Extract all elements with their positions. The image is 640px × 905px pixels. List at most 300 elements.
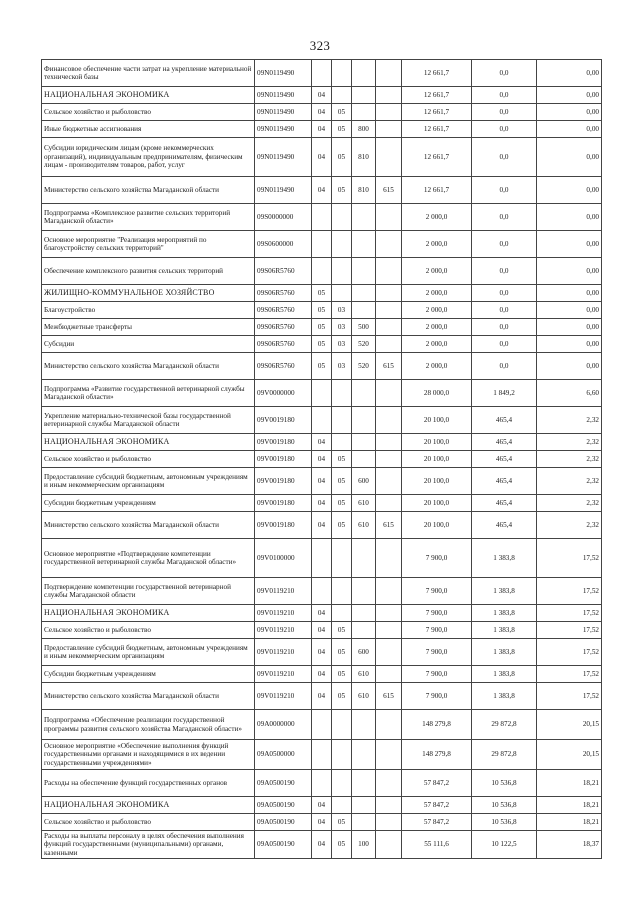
row-subsection: 05	[332, 512, 352, 539]
row-expense-type: 810	[352, 138, 376, 177]
row-section: 04	[312, 121, 332, 138]
row-expense-type	[352, 770, 376, 797]
table-row	[42, 797, 602, 814]
page-number: 323	[309, 38, 331, 53]
row-planned: 7 900,0	[402, 683, 472, 710]
row-subsection	[332, 231, 352, 258]
row-section: 04	[312, 639, 332, 666]
row-executed: 0,0	[472, 231, 537, 258]
row-percent: 20,15	[537, 740, 602, 770]
row-planned: 2 000,0	[402, 231, 472, 258]
row-executed: 10 536,8	[472, 770, 537, 797]
row-target-code: 09V0019180	[255, 434, 312, 451]
row-department: 615	[376, 512, 402, 539]
row-subsection: 05	[332, 666, 352, 683]
row-expense-type	[352, 797, 376, 814]
row-expense-type	[352, 605, 376, 622]
row-target-code: 09S06R5760	[255, 285, 312, 302]
row-target-code: 09V0100000	[255, 539, 312, 578]
row-department	[376, 831, 402, 859]
row-name: Основное мероприятие "Реализация мероприятий по благоустройству сельских территорий"	[42, 231, 255, 258]
table-row	[42, 177, 602, 204]
row-name: Субсидии бюджетным учреждениям	[42, 666, 255, 683]
row-department	[376, 814, 402, 831]
table-row	[42, 710, 602, 740]
row-planned: 57 847,2	[402, 797, 472, 814]
row-expense-type	[352, 710, 376, 740]
row-target-code: 09S06R5760	[255, 336, 312, 353]
row-executed: 10 536,8	[472, 814, 537, 831]
row-name: Сельское хозяйство и рыболовство	[42, 104, 255, 121]
row-percent: 0,00	[537, 104, 602, 121]
row-expense-type	[352, 231, 376, 258]
row-target-code: 09N0119490	[255, 121, 312, 138]
row-section	[312, 710, 332, 740]
row-name: Благоустройство	[42, 302, 255, 319]
row-section	[312, 231, 332, 258]
row-percent: 6,60	[537, 380, 602, 407]
row-department	[376, 258, 402, 285]
table-row	[42, 285, 602, 302]
row-target-code: 09S0000000	[255, 204, 312, 231]
row-executed: 1 383,8	[472, 622, 537, 639]
row-section: 04	[312, 622, 332, 639]
row-planned: 148 279,8	[402, 740, 472, 770]
row-name: Министерство сельского хозяйства Магаданской области	[42, 353, 255, 380]
row-name: Подпрограмма «Обеспечение реализации государственной программы развития сельского хозяйства Магаданской области»	[42, 710, 255, 740]
row-percent: 0,00	[537, 60, 602, 87]
table-row	[42, 138, 602, 177]
row-expense-type: 610	[352, 495, 376, 512]
table-row	[42, 231, 602, 258]
row-percent: 0,00	[537, 138, 602, 177]
table-row	[42, 121, 602, 138]
row-name: Министерство сельского хозяйства Магаданской области	[42, 683, 255, 710]
table-row	[42, 319, 602, 336]
row-expense-type	[352, 285, 376, 302]
row-executed: 1 383,8	[472, 539, 537, 578]
row-section	[312, 258, 332, 285]
row-subsection	[332, 60, 352, 87]
table-row	[42, 770, 602, 797]
row-expense-type	[352, 407, 376, 434]
row-name: Сельское хозяйство и рыболовство	[42, 622, 255, 639]
row-name: НАЦИОНАЛЬНАЯ ЭКОНОМИКА	[42, 797, 255, 814]
row-department	[376, 138, 402, 177]
row-executed: 0,0	[472, 177, 537, 204]
row-expense-type	[352, 87, 376, 104]
row-target-code: 09V0019180	[255, 407, 312, 434]
row-percent: 17,52	[537, 605, 602, 622]
row-target-code: 09S06R5760	[255, 302, 312, 319]
row-target-code: 09S0600000	[255, 231, 312, 258]
row-section	[312, 578, 332, 605]
row-subsection: 05	[332, 121, 352, 138]
row-percent: 18,37	[537, 831, 602, 859]
row-expense-type: 600	[352, 639, 376, 666]
table-row	[42, 302, 602, 319]
row-subsection	[332, 770, 352, 797]
row-percent: 17,52	[537, 578, 602, 605]
row-executed: 10 122,5	[472, 831, 537, 859]
table-row	[42, 683, 602, 710]
row-planned: 20 100,0	[402, 407, 472, 434]
row-section: 04	[312, 797, 332, 814]
row-section: 04	[312, 138, 332, 177]
row-section: 04	[312, 666, 332, 683]
table-row	[42, 87, 602, 104]
row-section: 04	[312, 495, 332, 512]
row-percent: 17,52	[537, 539, 602, 578]
row-planned: 12 661,7	[402, 121, 472, 138]
row-department	[376, 204, 402, 231]
row-percent: 20,15	[537, 710, 602, 740]
table-row	[42, 258, 602, 285]
table-row	[42, 495, 602, 512]
row-section	[312, 60, 332, 87]
row-name: Основное мероприятие «Подтверждение компетенции государственной ветеринарной службы Магаданской области»	[42, 539, 255, 578]
row-department	[376, 495, 402, 512]
table-row	[42, 60, 602, 87]
table-row	[42, 539, 602, 578]
row-percent: 2,32	[537, 512, 602, 539]
row-percent: 2,32	[537, 434, 602, 451]
row-name: Министерство сельского хозяйства Магаданской области	[42, 177, 255, 204]
row-planned: 7 900,0	[402, 605, 472, 622]
row-planned: 57 847,2	[402, 814, 472, 831]
row-expense-type	[352, 814, 376, 831]
row-subsection	[332, 797, 352, 814]
row-department	[376, 285, 402, 302]
row-subsection	[332, 258, 352, 285]
row-planned: 12 661,7	[402, 87, 472, 104]
row-subsection: 03	[332, 302, 352, 319]
row-planned: 7 900,0	[402, 539, 472, 578]
row-target-code: 09V0119210	[255, 578, 312, 605]
row-subsection	[332, 87, 352, 104]
row-percent: 0,00	[537, 231, 602, 258]
row-name: Предоставление субсидий бюджетным, автономным учреждениям и иным некоммерческим организациям	[42, 468, 255, 495]
row-section: 05	[312, 353, 332, 380]
row-expense-type	[352, 539, 376, 578]
row-percent: 0,00	[537, 319, 602, 336]
row-name: Иные бюджетные ассигнования	[42, 121, 255, 138]
row-section: 04	[312, 451, 332, 468]
row-department: 615	[376, 683, 402, 710]
row-expense-type	[352, 380, 376, 407]
row-expense-type: 100	[352, 831, 376, 859]
row-expense-type	[352, 104, 376, 121]
budget-table-body	[42, 60, 602, 859]
row-target-code: 09A0000000	[255, 710, 312, 740]
row-expense-type: 600	[352, 468, 376, 495]
row-subsection: 05	[332, 683, 352, 710]
row-subsection: 05	[332, 622, 352, 639]
row-executed: 465,4	[472, 512, 537, 539]
row-name: Финансовое обеспечение части затрат на укрепление материальной технической базы	[42, 60, 255, 87]
row-expense-type: 610	[352, 683, 376, 710]
row-percent: 17,52	[537, 683, 602, 710]
row-percent: 17,52	[537, 666, 602, 683]
row-planned: 12 661,7	[402, 60, 472, 87]
row-executed: 0,0	[472, 121, 537, 138]
row-name: Сельское хозяйство и рыболовство	[42, 814, 255, 831]
row-department	[376, 770, 402, 797]
row-section: 05	[312, 302, 332, 319]
row-executed: 29 872,8	[472, 740, 537, 770]
row-subsection: 05	[332, 639, 352, 666]
row-planned: 7 900,0	[402, 639, 472, 666]
table-row	[42, 204, 602, 231]
row-expense-type	[352, 204, 376, 231]
row-planned: 7 900,0	[402, 622, 472, 639]
row-executed: 0,0	[472, 138, 537, 177]
row-name: Обеспечение комплексного развития сельских территорий	[42, 258, 255, 285]
row-expense-type	[352, 578, 376, 605]
row-percent: 2,32	[537, 407, 602, 434]
row-subsection: 03	[332, 319, 352, 336]
row-percent: 18,21	[537, 770, 602, 797]
row-name: Укрепление материально-технической базы государственной ветеринарной службы Магаданской области	[42, 407, 255, 434]
row-target-code: 09V0119210	[255, 683, 312, 710]
row-target-code: 09S06R5760	[255, 319, 312, 336]
row-planned: 28 000,0	[402, 380, 472, 407]
row-target-code: 09V0019180	[255, 451, 312, 468]
row-department	[376, 336, 402, 353]
table-row	[42, 578, 602, 605]
row-expense-type: 500	[352, 319, 376, 336]
row-expense-type: 810	[352, 177, 376, 204]
row-percent: 17,52	[537, 639, 602, 666]
row-expense-type: 800	[352, 121, 376, 138]
row-executed: 0,0	[472, 319, 537, 336]
row-planned: 2 000,0	[402, 285, 472, 302]
row-executed: 0,0	[472, 104, 537, 121]
row-section: 04	[312, 434, 332, 451]
row-section: 05	[312, 336, 332, 353]
row-executed: 465,4	[472, 451, 537, 468]
row-subsection: 05	[332, 451, 352, 468]
row-expense-type	[352, 451, 376, 468]
row-name: НАЦИОНАЛЬНАЯ ЭКОНОМИКА	[42, 605, 255, 622]
row-subsection: 05	[332, 831, 352, 859]
row-executed: 465,4	[472, 495, 537, 512]
row-section: 04	[312, 512, 332, 539]
row-planned: 12 661,7	[402, 177, 472, 204]
row-expense-type	[352, 740, 376, 770]
row-department	[376, 319, 402, 336]
table-row	[42, 407, 602, 434]
row-department: 615	[376, 177, 402, 204]
row-department: 615	[376, 353, 402, 380]
table-row	[42, 740, 602, 770]
row-percent: 0,00	[537, 121, 602, 138]
table-row	[42, 380, 602, 407]
row-subsection	[332, 204, 352, 231]
row-planned: 20 100,0	[402, 495, 472, 512]
row-percent: 0,00	[537, 353, 602, 380]
row-expense-type: 610	[352, 666, 376, 683]
row-executed: 0,0	[472, 285, 537, 302]
row-subsection	[332, 285, 352, 302]
budget-table	[41, 59, 602, 859]
row-expense-type: 520	[352, 336, 376, 353]
row-department	[376, 451, 402, 468]
row-section: 04	[312, 814, 332, 831]
row-name: Подпрограмма «Комплексное развитие сельских территорий Магаданской области»	[42, 204, 255, 231]
row-subsection: 05	[332, 495, 352, 512]
row-target-code: 09V0019180	[255, 512, 312, 539]
row-target-code: 09V0119210	[255, 666, 312, 683]
row-section: 04	[312, 87, 332, 104]
row-department	[376, 434, 402, 451]
row-target-code: 09A0500190	[255, 770, 312, 797]
row-department	[376, 407, 402, 434]
row-expense-type: 520	[352, 353, 376, 380]
row-target-code: 09N0119490	[255, 87, 312, 104]
row-executed: 0,0	[472, 258, 537, 285]
row-section: 05	[312, 285, 332, 302]
row-planned: 55 111,6	[402, 831, 472, 859]
row-section	[312, 740, 332, 770]
row-executed: 0,0	[472, 336, 537, 353]
row-executed: 10 536,8	[472, 797, 537, 814]
row-name: НАЦИОНАЛЬНАЯ ЭКОНОМИКА	[42, 87, 255, 104]
row-expense-type	[352, 622, 376, 639]
row-percent: 2,32	[537, 468, 602, 495]
row-subsection: 05	[332, 177, 352, 204]
row-percent: 2,32	[537, 495, 602, 512]
row-percent: 18,21	[537, 797, 602, 814]
row-department	[376, 797, 402, 814]
row-planned: 2 000,0	[402, 204, 472, 231]
row-name: Субсидии бюджетным учреждениям	[42, 495, 255, 512]
table-row	[42, 468, 602, 495]
table-row	[42, 666, 602, 683]
row-planned: 7 900,0	[402, 666, 472, 683]
row-target-code: 09V0000000	[255, 380, 312, 407]
row-planned: 12 661,7	[402, 138, 472, 177]
row-target-code: 09A0500000	[255, 740, 312, 770]
row-subsection	[332, 380, 352, 407]
row-executed: 1 383,8	[472, 666, 537, 683]
row-name: Субсидии	[42, 336, 255, 353]
row-executed: 1 383,8	[472, 639, 537, 666]
row-target-code: 09N0119490	[255, 60, 312, 87]
row-executed: 0,0	[472, 302, 537, 319]
row-section: 04	[312, 468, 332, 495]
row-target-code: 09S06R5760	[255, 353, 312, 380]
row-percent: 0,00	[537, 336, 602, 353]
row-name: Расходы на обеспечение функций государственных органов	[42, 770, 255, 797]
row-name: Расходы на выплаты персоналу в целях обеспечения выполнения функций государственными (муниципальными) органами, казенными	[42, 831, 255, 859]
row-section: 04	[312, 831, 332, 859]
row-percent: 0,00	[537, 258, 602, 285]
row-department	[376, 302, 402, 319]
table-row	[42, 512, 602, 539]
table-row	[42, 814, 602, 831]
row-executed: 0,0	[472, 353, 537, 380]
table-row	[42, 434, 602, 451]
row-planned: 148 279,8	[402, 710, 472, 740]
row-expense-type: 610	[352, 512, 376, 539]
row-planned: 20 100,0	[402, 451, 472, 468]
row-subsection	[332, 407, 352, 434]
row-section	[312, 380, 332, 407]
row-planned: 2 000,0	[402, 319, 472, 336]
row-section	[312, 204, 332, 231]
row-subsection: 05	[332, 104, 352, 121]
row-planned: 57 847,2	[402, 770, 472, 797]
row-executed: 465,4	[472, 468, 537, 495]
row-target-code: 09S06R5760	[255, 258, 312, 285]
row-name: Межбюджетные трансферты	[42, 319, 255, 336]
row-subsection	[332, 539, 352, 578]
row-department	[376, 468, 402, 495]
row-target-code: 09A0500190	[255, 831, 312, 859]
row-department	[376, 639, 402, 666]
row-name: ЖИЛИЩНО-КОММУНАЛЬНОЕ ХОЗЯЙСТВО	[42, 285, 255, 302]
row-department	[376, 622, 402, 639]
row-section: 04	[312, 104, 332, 121]
table-row	[42, 605, 602, 622]
row-target-code: 09N0119490	[255, 138, 312, 177]
row-executed: 0,0	[472, 204, 537, 231]
row-target-code: 09V0119210	[255, 605, 312, 622]
row-name: Сельское хозяйство и рыболовство	[42, 451, 255, 468]
row-subsection: 03	[332, 353, 352, 380]
row-department	[376, 60, 402, 87]
row-planned: 7 900,0	[402, 578, 472, 605]
row-department	[376, 578, 402, 605]
table-row	[42, 451, 602, 468]
row-subsection	[332, 710, 352, 740]
row-planned: 12 661,7	[402, 104, 472, 121]
row-planned: 2 000,0	[402, 353, 472, 380]
row-planned: 2 000,0	[402, 336, 472, 353]
row-name: НАЦИОНАЛЬНАЯ ЭКОНОМИКА	[42, 434, 255, 451]
row-department	[376, 87, 402, 104]
table-row	[42, 622, 602, 639]
row-target-code: 09N0119490	[255, 104, 312, 121]
row-section	[312, 539, 332, 578]
row-target-code: 09V0019180	[255, 468, 312, 495]
row-expense-type	[352, 258, 376, 285]
row-name: Предоставление субсидий бюджетным, автономным учреждениям и иным некоммерческим организациям	[42, 639, 255, 666]
table-row	[42, 104, 602, 121]
row-target-code: 09A0500190	[255, 814, 312, 831]
row-executed: 29 872,8	[472, 710, 537, 740]
table-row	[42, 353, 602, 380]
row-percent: 0,00	[537, 302, 602, 319]
row-executed: 465,4	[472, 407, 537, 434]
table-row	[42, 639, 602, 666]
table-row	[42, 336, 602, 353]
row-subsection: 05	[332, 468, 352, 495]
row-name: Основное мероприятие «Обеспечение выполнения функций государственными органами и находящимися в их ведении государственными учреждениями»	[42, 740, 255, 770]
row-executed: 1 383,8	[472, 578, 537, 605]
row-percent: 0,00	[537, 204, 602, 231]
row-subsection	[332, 605, 352, 622]
row-department	[376, 104, 402, 121]
row-section: 04	[312, 605, 332, 622]
row-percent: 18,21	[537, 814, 602, 831]
row-expense-type	[352, 302, 376, 319]
row-subsection	[332, 434, 352, 451]
row-percent: 17,52	[537, 622, 602, 639]
row-name: Подтверждение компетенции государственной ветеринарной службы Магаданской области	[42, 578, 255, 605]
row-percent: 0,00	[537, 177, 602, 204]
